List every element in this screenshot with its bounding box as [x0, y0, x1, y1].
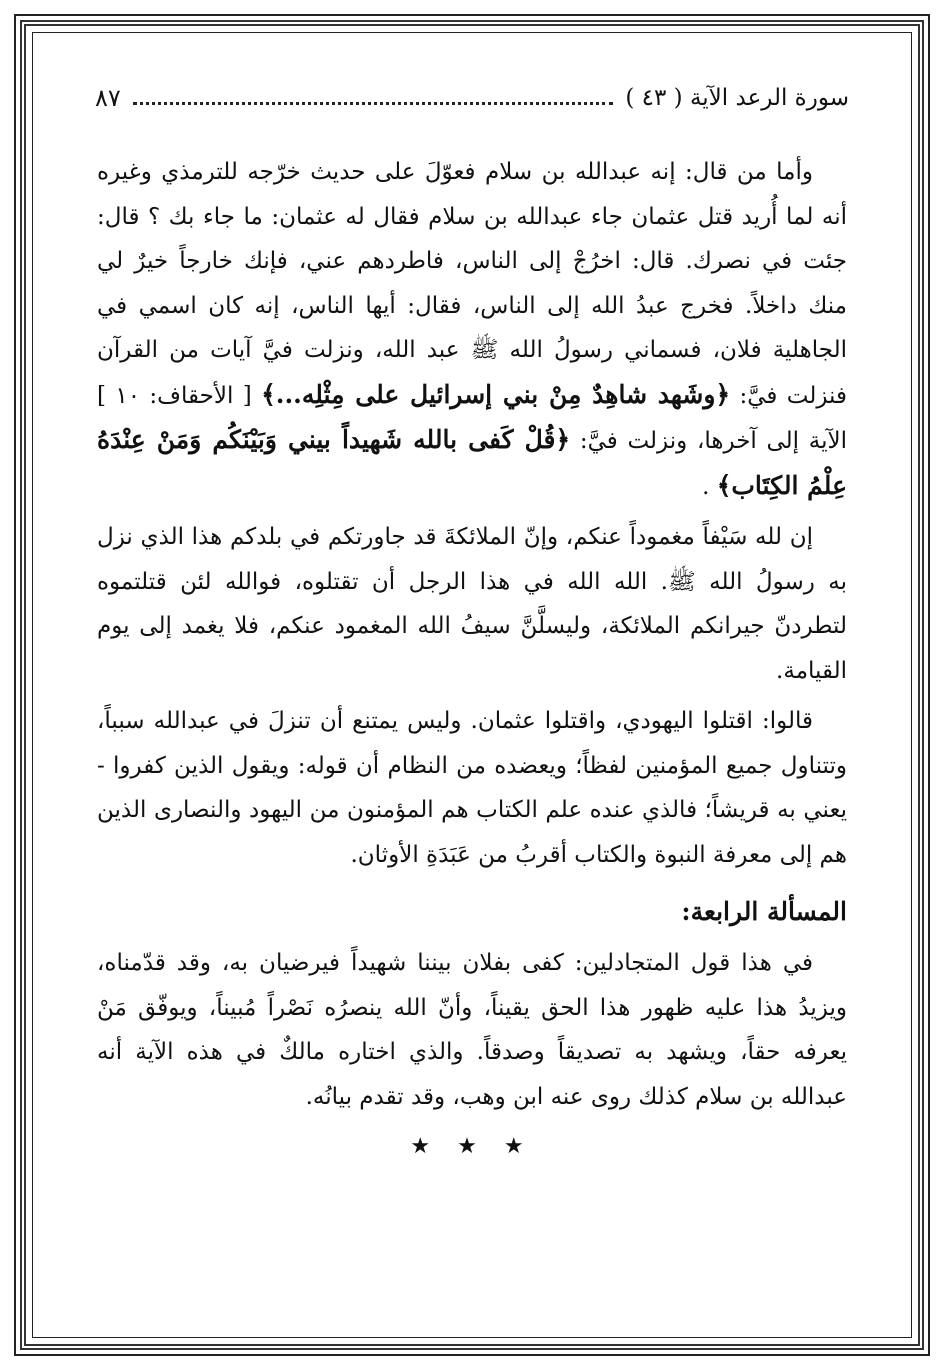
paragraph-2: إن لله سَيْفاً مغموداً عنكم، وإنّ الملائكةَ قد جاورتكم في بلدكم هذا الذي نزل به رسولُ الله ﷺ. الله الله في هذا الرجل أن تقتلوه، فوالله لئن قتلتموه لتطردنّ جيرانكم الملائكة، وليسلَّنَّ سيفُ الله المغمود عنكم، فلا يغمد إلى يوم القيامة. — [97, 524, 847, 684]
quran-verse-2: ﴿قُلْ كَفى بالله شَهيداً بيني وَبَيْنَكُم وَمَنْ عِنْدَهُ عِلْمُ الكِتَاب﴾ — [97, 425, 847, 500]
paragraph-4: في هذا قول المتجادلين: كفى بفلان بيننا شهيداً فيرضيان به، وقد قدّمناه، ويزيدُ هذا عليه ظهور هذا الحق يقيناً، وأنّ الله ينصرُه نَصْراً مُبيناً، ويوفّق مَنْ يعرفه حقاً، ويشهد به تصديقاً وصدقاً. والذي اختاره مالكٌ في هذه الآية أنه عبدالله بن سلام كذلك روى عنه ابن وهب، وقد تقدم بيانُه. — [97, 950, 847, 1110]
paragraph-1-text: وأما من قال: إنه عبدالله بن سلام فعوّلَ على حديث خرّجه للترمذي وغيره أنه لما أُريد قتل عثمان جاء عبدالله بن سلام فقال له عثمان: ما جاء بك ؟ قال: جئت في نصرك. قال: اخرُجْ إلى الناس، فاطردهم عني، فإنك خارجاً خيرٌ لي منك داخلاً. فخرج عبدُ الله إلى الناس، فقال: أيها الناس، إنه كان اسمي في الجاهلية فلان، فسماني رسولُ الله ﷺ عبد الله، ونزلت فيَّ آيات من القرآن فنزلت فيَّ: — [97, 159, 847, 409]
running-header — [95, 78, 849, 118]
paragraph-1-text-2: [ الأحقاف: ١٠ ] الآية إلى آخرها، ونزلت فيَّ: — [97, 382, 848, 454]
paragraph-1 — [97, 150, 847, 509]
section-heading: المسألة الرابعة: — [681, 897, 847, 926]
page-body — [97, 150, 847, 1170]
paragraph-3: قالوا: اقتلوا اليهودي، واقتلوا عثمان. وليس يمتنع أن تنزلَ في عبدالله سبباً، وتتناول جميع المؤمنين لفظاً؛ ويعضده من النظام أن قوله: ويقول الذين كفروا - يعني به قريشاً؛ فالذي عنده علم الكتاب هم المؤمنون من اليهود والنصارى الذين هم إلى معرفة النبوة والكتاب أقربُ من عَبَدَةِ الأوثان. — [97, 708, 847, 868]
header-title: سورة الرعد الآية ( ٤٣ ) — [625, 85, 849, 111]
quran-verse-1: ﴿وشَهد شاهِدٌ مِنْ بني إسرائيل على مِثْلِه...﴾ — [261, 379, 731, 409]
paragraph-1-end: . — [702, 473, 717, 500]
section-separator-stars: ★ ★ ★ — [410, 1134, 534, 1159]
page-number: ٨٧ — [95, 84, 121, 112]
header-dot-leader — [133, 92, 614, 105]
